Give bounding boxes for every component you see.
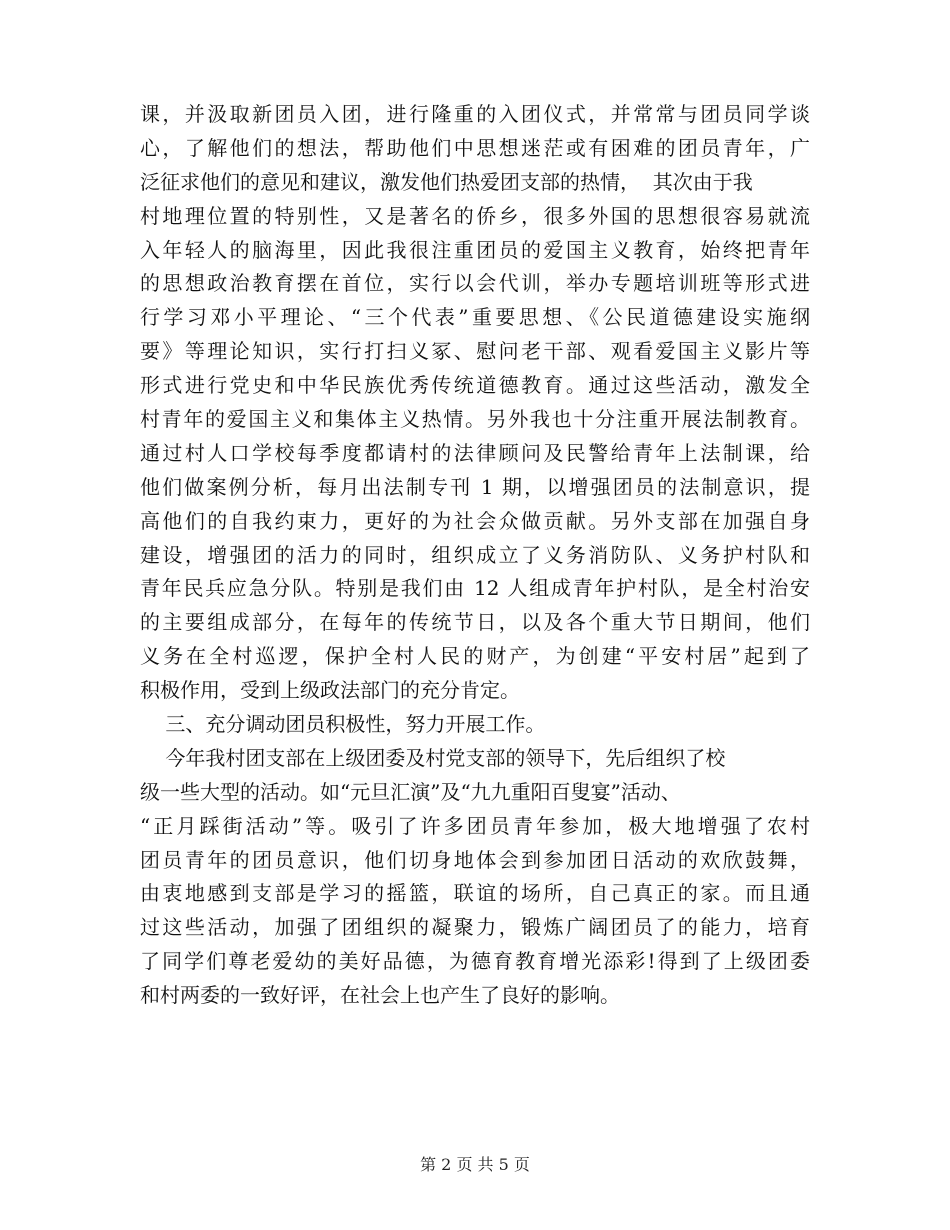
text-line: 形式进行党史和中华民族优秀传统道德教育。通过这些活动，激发全: [140, 373, 810, 398]
text-line: 要》等理论知识，实行打扫义冢、慰问老干部、观看爱国主义影片等: [140, 339, 810, 364]
text-line: 积极作用，受到上级政法部门的充分肯定。: [140, 678, 520, 703]
text-line: 了同学们尊老爱幼的美好品德，为德育教育增光添彩!得到了上级团委: [140, 949, 810, 974]
text-line: 泛征求他们的意见和建议，激发他们热爱团支部的热情， 其次由于我: [140, 169, 753, 194]
text-line: 青年民兵应急分队。特别是我们由 12 人组成青年护村队，是全村治安: [140, 576, 810, 601]
text-line: 课，并汲取新团员入团，进行隆重的入团仪式，并常常与团员同学谈: [140, 102, 810, 126]
body-text: [140, 98, 810, 1013]
section-heading: 三、充分调动团员积极性，努力开展工作。: [140, 712, 546, 737]
text-line: 和村两委的一致好评，在社会上也产生了良好的影响。: [140, 983, 620, 1008]
text-line: 由衷地感到支部是学习的摇篮，联谊的场所，自己真正的家。而且通: [140, 881, 810, 906]
text-line: 通过村人口学校每季度都请村的法律顾问及民警给青年上法制课，给: [140, 440, 810, 465]
text-line: 行学习邓小平理论、“三个代表”重要思想、《公民道德建设实施纲: [140, 305, 810, 330]
text-line: 过这些活动，加强了团组织的凝聚力，锻炼广阔团员了的能力，培育: [140, 915, 810, 940]
text-line: 村地理位置的特别性，又是著名的侨乡，很多外国的思想很容易就流: [140, 203, 810, 228]
text-line: 的主要组成部分，在每年的传统节日，以及各个重大节日期间，他们: [140, 610, 810, 635]
text-line: 高他们的自我约束力，更好的为社会众做贡献。另外支部在加强自身: [140, 508, 810, 533]
page-number-footer: 第 2 页 共 5 页: [420, 1155, 530, 1174]
text-line: 的思想政治教育摆在首位，实行以会代训，举办专题培训班等形式进: [140, 271, 810, 296]
text-line: 建设，增强团的活力的同时，组织成立了义务消防队、义务护村队和: [140, 542, 810, 567]
text-line: 他们做案例分析，每月出法制专刊 1 期，以增强团员的法制意识，提: [140, 474, 810, 499]
text-line: 团员青年的团员意识，他们切身地体会到参加团日活动的欢欣鼓舞，: [140, 847, 810, 872]
text-line: 心，了解他们的想法，帮助他们中思想迷茫或有困难的团员青年，广: [140, 135, 810, 160]
text-line: 村青年的爱国主义和集体主义热情。另外我也十分注重开展法制教育。: [140, 407, 810, 432]
text-line: 级一些大型的活动。如“元旦汇演”及“九九重阳百叟宴”活动、: [140, 779, 681, 804]
text-line: “正月踩街活动”等。吸引了许多团员青年参加，极大地增强了农村: [140, 813, 810, 838]
text-line: 义务在全村巡逻，保护全村人民的财产，为创建“平安村居”起到了: [140, 644, 810, 669]
paragraph-start: 今年我村团支部在上级团委及村党支部的领导下，先后组织了校: [140, 745, 726, 770]
text-line: 入年轻人的脑海里，因此我很注重团员的爱国主义教育，始终把青年: [140, 237, 810, 262]
